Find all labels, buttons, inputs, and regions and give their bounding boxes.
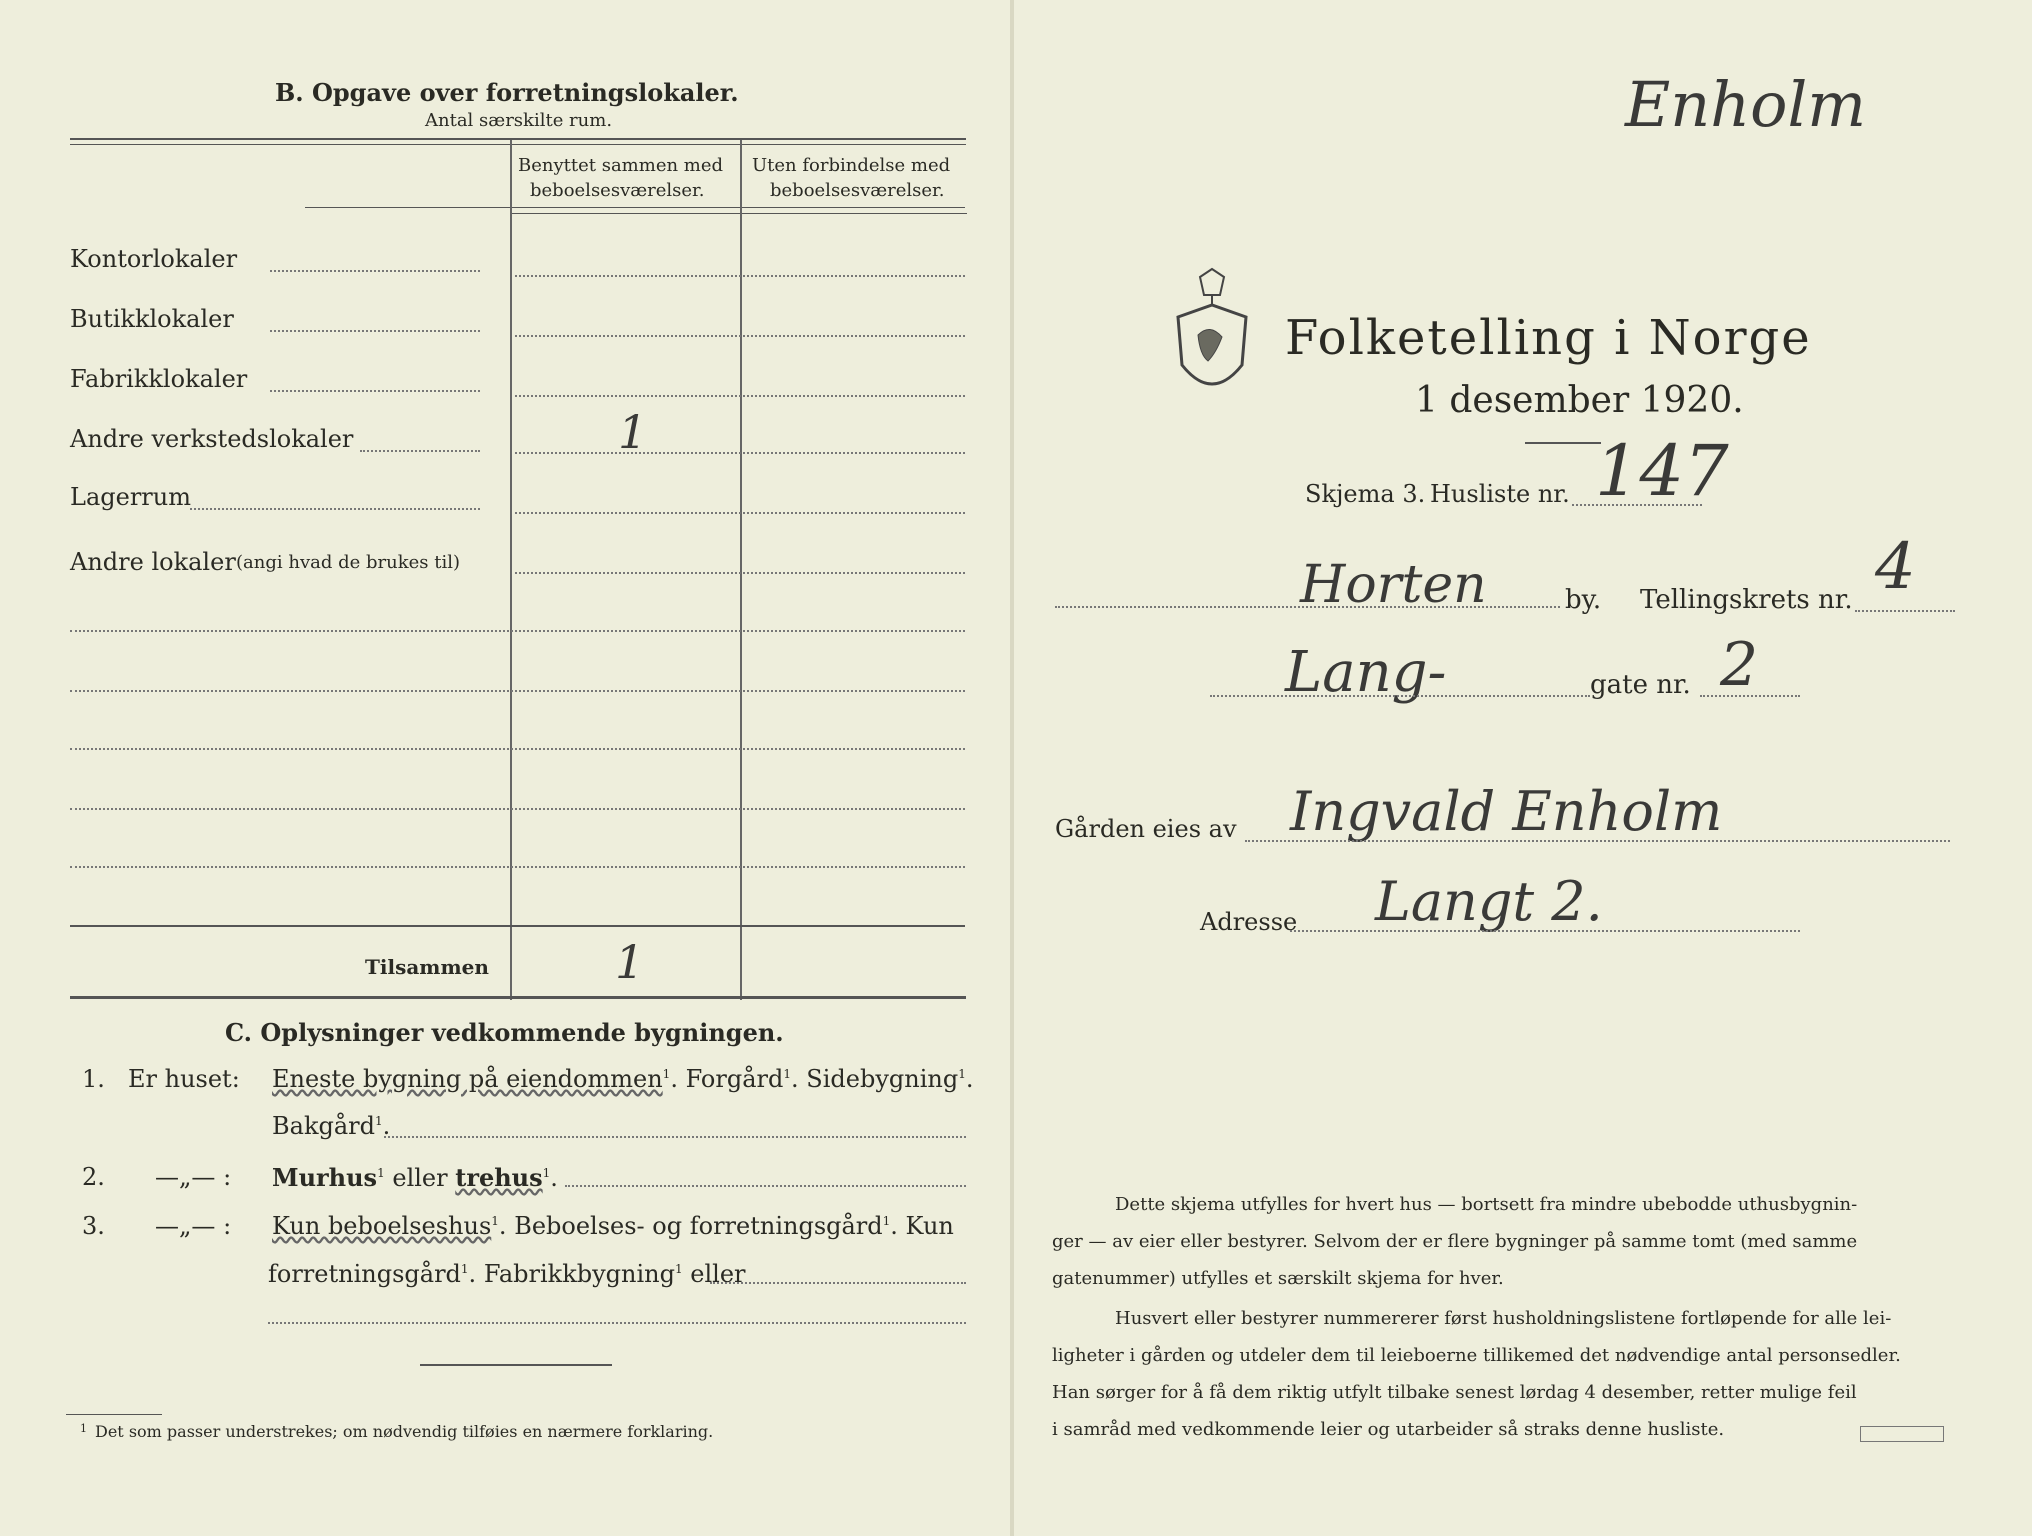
form-title: Folketelling i Norge [1285, 310, 1812, 366]
row-fabrikk: Fabrikklokaler [70, 365, 248, 393]
col2-header: Uten forbindelse med [752, 155, 951, 176]
col2-header-b: beboelsesværelser. [770, 180, 945, 201]
q2-label: —„— : [155, 1163, 232, 1191]
krets-value: 4 [1875, 530, 1916, 604]
q1-bakgard: Bakgård$^1$. [272, 1112, 391, 1140]
husliste-value: 147 [1595, 430, 1729, 512]
instruction-line-7: i samråd med vedkommende leier og utarbeider så straks denne husliste. [1052, 1419, 1725, 1440]
col1-header-b: beboelsesværelser. [530, 180, 705, 201]
row-butikk: Butikklokaler [70, 305, 234, 333]
instruction-line-2: ger — av eier eller bestyrer. Selvom der er flere bygninger på samme tomt (med samme [1052, 1231, 1858, 1252]
eier-label: Gården eies av [1055, 815, 1237, 843]
q2-options: Murhus$^1$ eller trehus$^1$. [272, 1163, 558, 1192]
instruction-line-3: gatenummer) utfylles et særskilt skjema for hver. [1052, 1268, 1504, 1289]
row-kontor: Kontorlokaler [70, 245, 238, 273]
section-b-title: B. Opgave over forretningslokaler. [275, 78, 739, 107]
instruction-line-4: Husvert eller bestyrer nummererer først husholdningslistene fortløpende for alle lei- [1115, 1308, 1892, 1329]
gate-nr-value: 2 [1720, 630, 1759, 700]
adresse-label: Adresse [1200, 908, 1298, 936]
section-c-title: C. Oplysninger vedkommende bygningen. [225, 1018, 784, 1047]
q3-opt-kun-beboelse: Kun beboelseshus [272, 1212, 492, 1240]
coat-of-arms-icon [1170, 265, 1255, 415]
page-fold [1010, 0, 1014, 1536]
q2-number: 2. [82, 1163, 105, 1191]
q1-opt-eneste: Eneste bygning på eiendommen [272, 1065, 663, 1093]
q1-opt-side: Sidebygning [806, 1065, 959, 1093]
gate-value: Lang- [1285, 640, 1447, 705]
by-value: Horten [1300, 555, 1487, 615]
footnote: Det som passer understrekes; om nødvendig tilføies en nærmere forklaring. [95, 1422, 714, 1441]
q1-number: 1. [82, 1065, 105, 1093]
total-value: 1 [615, 935, 645, 989]
row-andre-note: (angi hvad de brukes til) [236, 552, 460, 573]
form-date: 1 desember 1920. [1415, 380, 1744, 421]
col1-header: Benyttet sammen med [518, 155, 724, 176]
q1-options: Eneste bygning på eiendommen$^1$. Forgård$^1$. Sidebygning$^1$. [272, 1065, 974, 1093]
q2-opt-murhus: Murhus [272, 1163, 378, 1192]
adresse-value: Langt 2. [1375, 870, 1603, 933]
instruction-line-5: ligheter i gården og utdeler dem til leieboerne tillikemed det nødvendige antal personsedler. [1052, 1345, 1901, 1366]
instruction-line-6: Han sørger for å få dem riktig utfylt tilbake senest lørdag 4 desember, retter mulige feil [1052, 1382, 1857, 1403]
q1-opt-forgard: Forgård [685, 1065, 784, 1093]
census-form-page: B. Opgave over forretningslokaler. Antal særskilte rum. Benyttet sammen med beboelsesværelser. Uten forbindelse med beboelsesværelser. Kontorlokaler Butikklokaler Fabrikklokaler Andre verkstedslokaler Lagerrum 1 Andre lokaler (angi hvad de brukes til) Tilsammen 1 C. Oplysninger vedkommende bygningen. 1. Er huset: Eneste bygning på eiendommen$^1$. Forgård$^1$. Sidebygning$^1$. Bakgård$^1$. 2. —„— : Murhus$^1$ eller trehus$^1$. 3. —„— : Kun beboelseshus$^1$. Beboelses- og forretningsgård$^1$. Kun forretningsgård$^1$. Fabrikkbygning$^1$ eller 1 Det som passer understrekes; om nødvendig tilføies en nærmere forklaring. Enholm Folketelling i Norge 1 desember 1920. Skjema 3. Husliste nr. 147 Horten by. Tellingskrets nr. 4 Lang- gate nr. 2 Gården eies av Ingvald Enholm Adresse Langt 2. Dette skjema utfylles for hvert hus — bortsett fra mindre ubebodde uthusbygnin- ger — av eier eller bestyrer. Selvom der er flere bygninger på samme tomt (med samme gatenummer) utfylles et særskilt skjema for hver. Husvert eller bestyrer nummererer først husholdningslistene fortløpende for alle lei- ligheter i gården og utdeler dem til leieboerne tillikemed det nødvendige antal personsedler. Han sørger for å få dem riktig utfylt tilbake senest lørdag 4 desember, retter mulige feil i samråd med vedkommende leier og utarbeider så straks denne husliste. [0, 0, 2032, 1536]
row-lager: Lagerrum [70, 483, 191, 511]
husliste-label: Husliste nr. [1430, 480, 1570, 508]
gate-label: gate nr. [1590, 670, 1691, 700]
section-b-subtitle: Antal særskilte rum. [425, 110, 613, 131]
total-label: Tilsammen [365, 955, 489, 979]
krets-label: Tellingskrets nr. [1640, 585, 1853, 615]
q2-opt-trehus: trehus [455, 1163, 543, 1192]
handwritten-surname: Enholm [1625, 68, 1867, 141]
row-andre: Andre lokaler [70, 548, 236, 576]
eier-value: Ingvald Enholm [1290, 780, 1723, 843]
q3-options-b: forretningsgård$^1$. Fabrikkbygning$^1$ eller [268, 1260, 746, 1288]
skjema-label: Skjema 3. [1305, 480, 1426, 508]
row-verksted: Andre verkstedslokaler [70, 425, 354, 453]
q3-label: —„— : [155, 1212, 232, 1240]
by-label: by. [1565, 585, 1602, 615]
verksted-value: 1 [618, 405, 648, 459]
printer-stamp [1860, 1426, 1944, 1442]
instruction-line-1: Dette skjema utfylles for hvert hus — bortsett fra mindre ubebodde uthusbygnin- [1115, 1194, 1858, 1215]
q3-number: 3. [82, 1212, 105, 1240]
q3-options: Kun beboelseshus$^1$. Beboelses- og forretningsgård$^1$. Kun [272, 1212, 954, 1240]
q1-label: Er huset: [128, 1065, 240, 1093]
